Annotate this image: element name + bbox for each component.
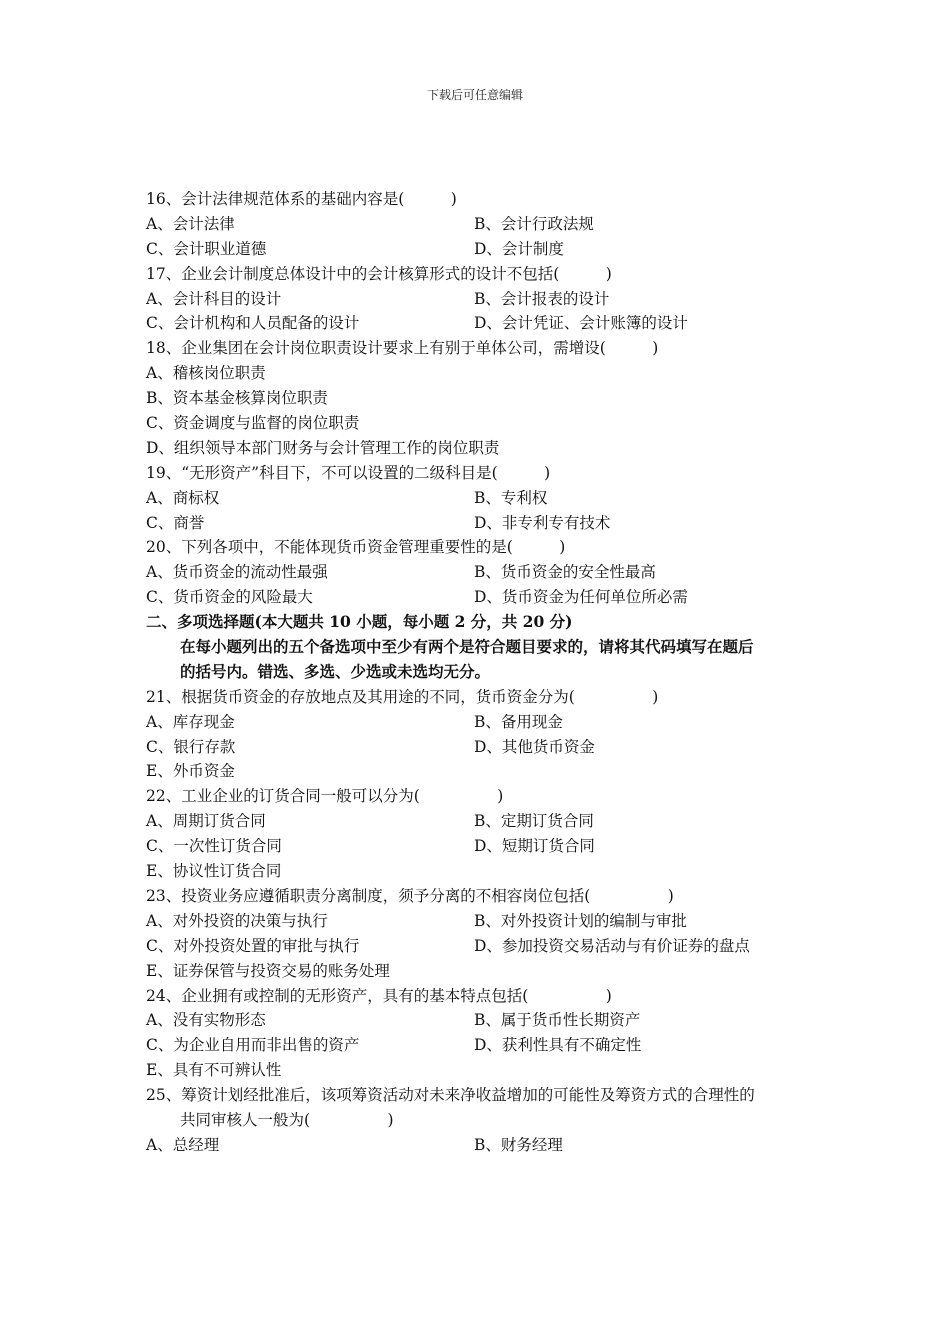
- question-line: E、具有不可辨认性: [146, 1061, 282, 1080]
- option-row: [146, 486, 826, 511]
- option-row: [146, 1008, 826, 1033]
- question-line: E、外币资金: [146, 762, 235, 781]
- question-line: 19、“无形资产”科目下，不可以设置的二级科目是( ): [146, 463, 551, 482]
- option-left: A、货币资金的流动性最强: [146, 563, 328, 582]
- option-left: C、会计职业道德: [146, 239, 267, 258]
- option-right: D、其他货币资金: [474, 737, 595, 756]
- section-instructions: 在每小题列出的五个备选项中至少有两个是符合题目要求的，请将其代码填写在题后: [180, 637, 754, 657]
- option-right: D、非专利专有技术: [474, 513, 611, 532]
- option-right: B、货币资金的安全性最高: [474, 563, 656, 582]
- option-left: C、商誉: [146, 513, 205, 532]
- option-row: [146, 735, 826, 760]
- option-row: [146, 237, 826, 262]
- option-row: [146, 1033, 826, 1058]
- question-line: 17、企业会计制度总体设计中的会计核算形式的设计不包括( ): [146, 264, 612, 283]
- question-line: A、稽核岗位职责: [146, 364, 266, 383]
- question-line: E、证券保管与投资交易的账务处理: [146, 961, 390, 980]
- option-row: [146, 560, 826, 585]
- option-right: D、货币资金为任何单位所必需: [474, 588, 688, 607]
- option-left: A、库存现金: [146, 712, 235, 731]
- option-right: B、专利权: [474, 488, 548, 507]
- option-right: D、获利性具有不确定性: [474, 1036, 642, 1055]
- question-line: 25、筹资计划经批准后，该项筹资活动对未来净收益增加的可能性及筹资方式的合理性的: [146, 1086, 755, 1105]
- option-row: [146, 212, 826, 237]
- option-right: D、会计凭证、会计账簿的设计: [474, 314, 688, 333]
- question-line: 22、工业企业的订货合同一般可以分为( ): [146, 787, 504, 806]
- option-left: C、货币资金的风险最大: [146, 588, 313, 607]
- section-instructions: 的括号内。错选、多选、少选或未选均无分。: [180, 661, 491, 681]
- option-left: C、一次性订货合同: [146, 837, 282, 856]
- option-row: [146, 511, 826, 536]
- option-row: [146, 809, 826, 834]
- option-right: B、对外投资计划的编制与审批: [474, 911, 687, 930]
- question-line: 20、下列各项中，不能体现货币资金管理重要性的是( ): [146, 538, 566, 557]
- option-left: A、没有实物形态: [146, 1011, 266, 1030]
- option-right: B、属于货币性长期资产: [474, 1011, 641, 1030]
- option-row: [146, 934, 826, 959]
- option-right: B、会计行政法规: [474, 214, 594, 233]
- option-left: C、会计机构和人员配备的设计: [146, 314, 360, 333]
- question-line: 16、会计法律规范体系的基础内容是( ): [146, 190, 457, 208]
- question-continuation: 共同审核人一般为( ): [180, 1110, 394, 1129]
- option-left: A、商标权: [146, 488, 220, 507]
- option-right: D、会计制度: [474, 239, 564, 258]
- option-left: A、会计科目的设计: [146, 289, 282, 308]
- option-left: C、银行存款: [146, 737, 236, 756]
- option-row: [146, 1133, 826, 1158]
- exam-content: [146, 187, 826, 1158]
- question-line: 18、企业集团在会计岗位职责设计要求上有别于单体公司，需增设( ): [146, 339, 659, 358]
- option-right: B、定期订货合同: [474, 812, 594, 831]
- option-right: B、会计报表的设计: [474, 289, 610, 308]
- option-row: [146, 909, 826, 934]
- option-right: D、短期订货合同: [474, 837, 595, 856]
- option-row: [146, 710, 826, 735]
- question-line: 23、投资业务应遵循职责分离制度，须予分离的不相容岗位包括( ): [146, 886, 674, 905]
- question-line: 24、企业拥有或控制的无形资产，具有的基本特点包括( ): [146, 986, 612, 1005]
- option-right: B、备用现金: [474, 712, 563, 731]
- option-left: A、对外投资的决策与执行: [146, 911, 328, 930]
- option-left: A、总经理: [146, 1135, 220, 1154]
- option-right: B、财务经理: [474, 1135, 563, 1154]
- question-line: C、资金调度与监督的岗位职责: [146, 414, 360, 433]
- option-left: C、为企业自用而非出售的资产: [146, 1036, 360, 1055]
- option-row: [146, 311, 826, 336]
- option-left: A、会计法律: [146, 214, 235, 233]
- section-heading: 二、多项选择题(本大题共 10 小题，每小题 2 分，共 20 分): [146, 612, 573, 632]
- page-header: 下载后可任意编辑: [426, 88, 523, 102]
- option-left: C、对外投资处置的审批与执行: [146, 936, 360, 955]
- option-right: D、参加投资交易活动与有价证券的盘点: [474, 936, 750, 955]
- question-line: E、协议性订货合同: [146, 862, 282, 881]
- question-line: B、资本基金核算岗位职责: [146, 389, 328, 408]
- option-row: [146, 287, 826, 312]
- option-left: A、周期订货合同: [146, 812, 266, 831]
- option-row: [146, 585, 826, 610]
- question-line: D、组织领导本部门财务与会计管理工作的岗位职责: [146, 438, 500, 457]
- question-line: 21、根据货币资金的存放地点及其用途的不同，货币资金分为( ): [146, 687, 659, 706]
- option-row: [146, 834, 826, 859]
